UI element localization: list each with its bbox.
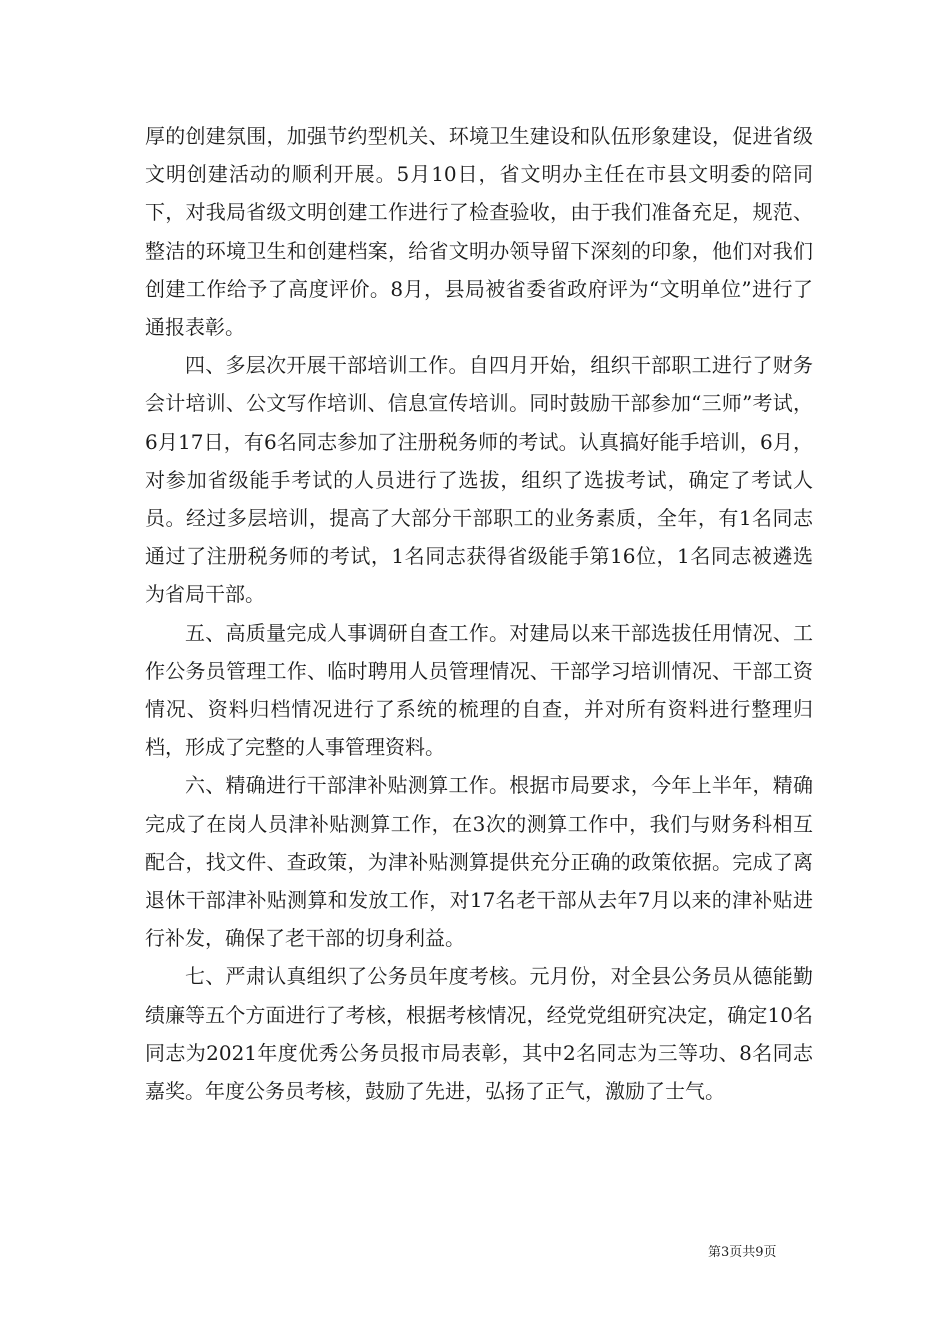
page-number: 第3页共9页 [708, 1245, 777, 1260]
paragraph-3: 五、高质量完成人事调研自查工作。对建局以来干部选拔任用情况、工作公务员管理工作、临时聘用人员管理情况、干部学习培训情况、干部工资情况、资料归档情况进行了系统的梳理的自查，并对所有资料进行整理归档，形成了完整的人事管理资料。 [145, 620, 813, 760]
paragraph-2: 四、多层次开展干部培训工作。自四月开始，组织干部职工进行了财务会计培训、公文写作培训、信息宣传培训。同时鼓励干部参加“三师”考试，6月17日，有6名同志参加了注册税务师的考试。认真搞好能手培训，6月，对参加省级能手考试的人员进行了选拔，组织了选拔考试，确定了考试人员。经过多层培训，提高了大部分干部职工的业务素质，全年，有1名同志通过了注册税务师的考试，1名同志获得省级能手第16位，1名同志被遴选为省局干部。 [145, 353, 813, 607]
document-body [145, 117, 813, 1110]
paragraph-4: 六、精确进行干部津补贴测算工作。根据市局要求，今年上半年，精确完成了在岗人员津补贴测算工作，在3次的测算工作中，我们与财务科相互配合，找文件、查政策，为津补贴测算提供充分正确的政策依据。完成了离退休干部津补贴测算和发放工作，对17名老干部从去年7月以来的津补贴进行补发，确保了老干部的切身利益。 [145, 773, 813, 951]
paragraph-5: 七、严肃认真组织了公务员年度考核。元月份，对全县公务员从德能勤绩廉等五个方面进行了考核，根据考核情况，经党党组研究决定，确定10名同志为2021年度优秀公务员报市局表彰，其中2名同志为三等功、8名同志嘉奖。年度公务员考核，鼓励了先进，弘扬了正气，激励了士气。 [145, 964, 813, 1104]
paragraph-1: 厚的创建氛围，加强节约型机关、环境卫生建设和队伍形象建设，促进省级文明创建活动的顺利开展。5月10日，省文明办主任在市县文明委的陪同下，对我局省级文明创建工作进行了检查验收，由于我们准备充足，规范、整洁的环境卫生和创建档案，给省文明办领导留下深刻的印象，他们对我们创建工作给予了高度评价。8月，县局被省委省政府评为“文明单位”进行了通报表彰。 [145, 124, 813, 340]
